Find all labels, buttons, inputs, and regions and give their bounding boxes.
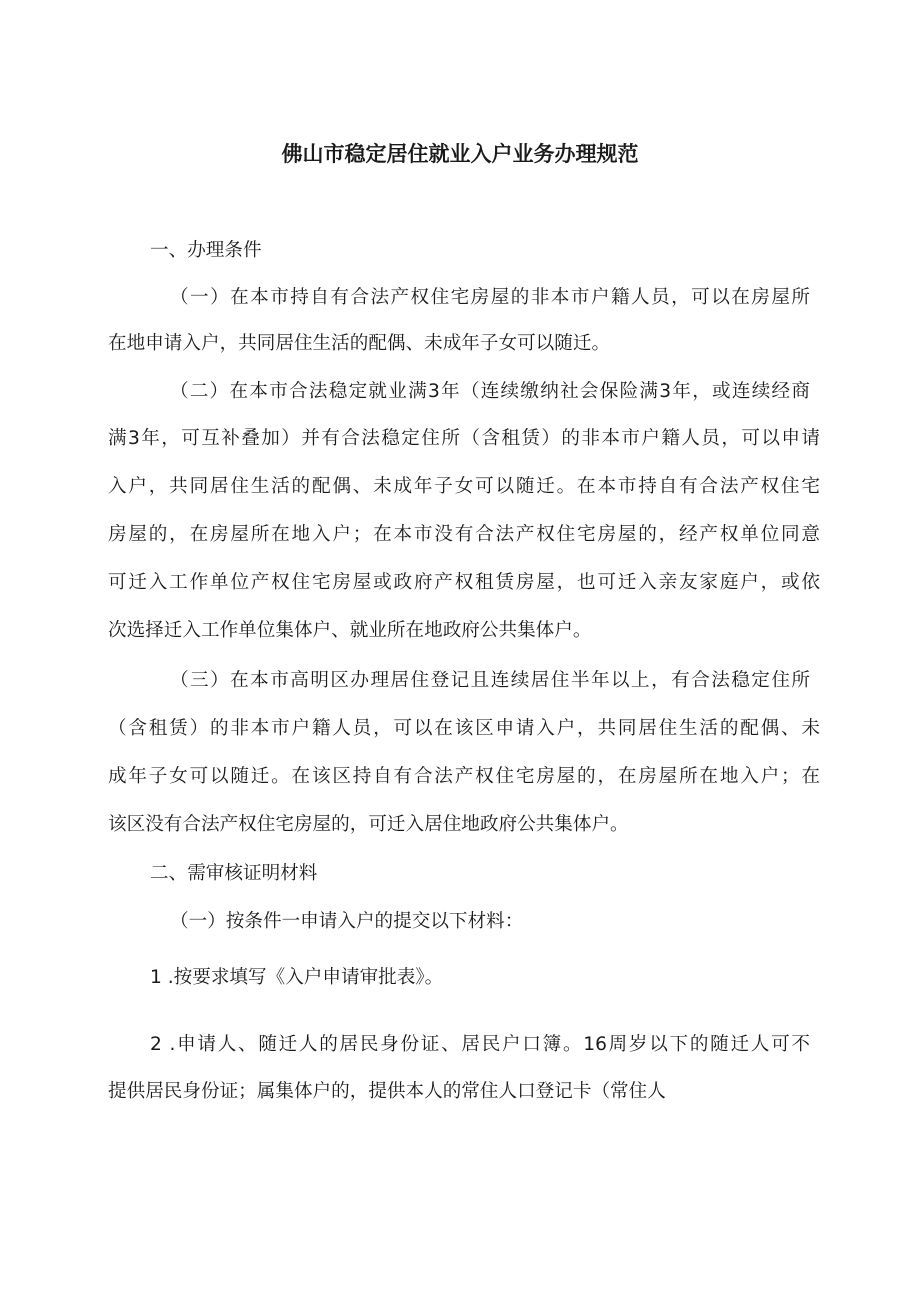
paragraph-line: （二）在本市合法稳定就业满3年（连续缴纳社会保险满3年，或连续经商	[170, 381, 810, 402]
paragraph-line: 提供居民身份证；属集体户的，提供本人的常住人口登记卡（常住人	[108, 1081, 666, 1102]
subsection-heading: （一）按条件一申请入户的提交以下材料：	[170, 911, 524, 932]
paragraph-line: 房屋的，在房屋所在地入户；在本市没有合法产权住宅房屋的，经产权单位同意	[108, 524, 820, 545]
paragraph-line: 满3年，可互补叠加）并有合法稳定住所（含租赁）的非本市户籍人员，可以申请	[108, 428, 820, 449]
paragraph-line: 入户，共同居住生活的配偶、未成年子女可以随迁。在本市持自有合法产权住宅	[108, 476, 820, 497]
list-item: 2 .申请人、随迁人的居民身份证、居民户口簿。16周岁以下的随迁人可不	[150, 1034, 810, 1055]
paragraph-line: （一）在本市持自有合法产权住宅房屋的非本市户籍人员，可以在房屋所	[170, 287, 810, 308]
paragraph-line: 该区没有合法产权住宅房屋的，可迁入居住地政府公共集体户。	[108, 814, 629, 835]
paragraph-line: 次选择迁入工作单位集体户、就业所在地政府公共集体户。	[108, 620, 592, 641]
section-heading-2: 二、需审核证明材料	[150, 863, 318, 884]
section-heading-1: 一、办理条件	[150, 240, 262, 261]
document-title: 佛山市稳定居住就业入户业务办理规范	[281, 142, 639, 166]
paragraph-line: 成年子女可以随迁。在该区持自有合法产权住宅房屋的，在房屋所在地入户；在	[108, 766, 820, 787]
paragraph-line: 在地申请入户，共同居住生活的配偶、未成年子女可以随迁。	[108, 333, 611, 354]
paragraph-line: （含租赁）的非本市户籍人员，可以在该区申请入户，共同居住生活的配偶、未	[108, 718, 820, 739]
paragraph-line: （三）在本市高明区办理居住登记且连续居住半年以上，有合法稳定住所	[170, 670, 810, 691]
paragraph-line: 可迁入工作单位产权住宅房屋或政府产权租赁房屋，也可迁入亲友家庭户，或依	[108, 572, 820, 593]
list-item: 1 .按要求填写《入户申请审批表》。	[150, 967, 444, 988]
